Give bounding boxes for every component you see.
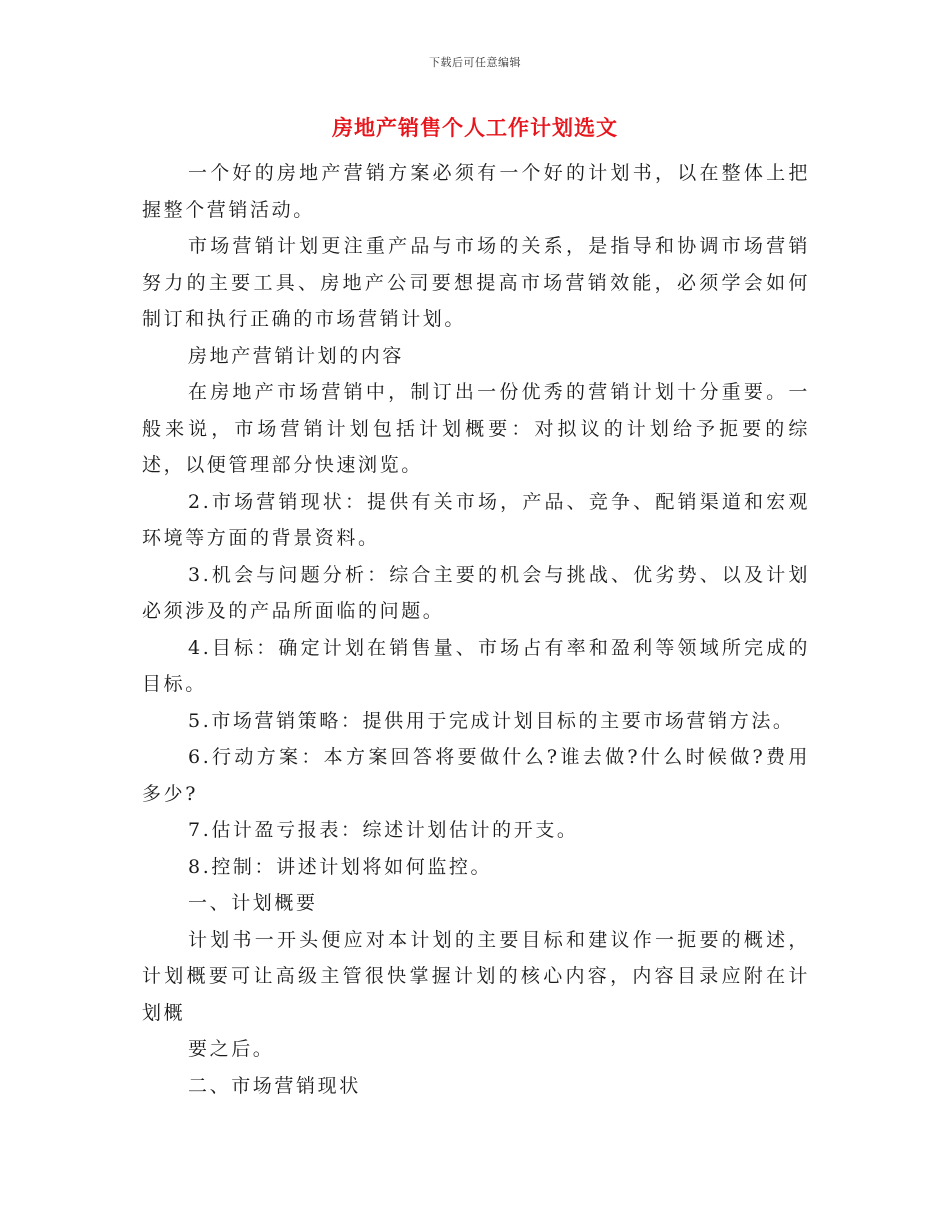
section-heading: 房地产营销计划的内容	[188, 344, 405, 367]
header-note: 下载后可任意编辑	[429, 56, 521, 69]
section-heading: 一、计划概要	[188, 892, 318, 914]
list-item: 4.目标：确定计划在销售量、市场占有率和盈利等领域所完成的目标。	[142, 636, 810, 695]
list-item: 3.机会与问题分析：综合主要的机会与挑战、优劣势、以及计划必须涉及的产品所面临的问题。	[142, 563, 810, 622]
paragraph: 市场营销计划更注重产品与市场的关系，是指导和协调市场营销努力的主要工具、房地产公司要想提高市场营销效能，必须学会如何制订和执行正确的市场营销计划。	[142, 235, 810, 330]
section-heading: 二、市场营销现状	[188, 1074, 361, 1097]
paragraph: 计划书一开头便应对本计划的主要目标和建议作一扼要的概述，计划概要可让高级主管很快掌握计划的核心内容，内容目录应附在计划概	[142, 928, 810, 1024]
paragraph: 一个好的房地产营销方案必须有一个好的计划书，以在整体上把握整个营销活动。	[142, 162, 810, 221]
list-item: 5.市场营销策略：提供用于完成计划目标的主要市场营销方法。	[188, 709, 795, 732]
paragraph: 要之后。	[188, 1038, 275, 1060]
list-item: 2.市场营销现状：提供有关市场，产品、竞争、配销渠道和宏观环境等方面的背景资料。	[142, 490, 810, 549]
list-item: 6.行动方案：本方案回答将要做什么?谁去做?什么时候做?费用多少?	[142, 746, 810, 805]
list-item: 8.控制：讲述计划将如何监控。	[188, 855, 493, 878]
list-item: 7.估计盈亏报表：综述计划估计的开支。	[188, 819, 579, 841]
document-title: 房地产销售个人工作计划选文	[332, 115, 618, 140]
paragraph: 在房地产市场营销中，制订出一份优秀的营销计划十分重要。一般来说，市场营销计划包括计划概要：对拟议的计划给予扼要的综述，以便管理部分快速浏览。	[142, 381, 810, 476]
document-body	[142, 155, 810, 1104]
